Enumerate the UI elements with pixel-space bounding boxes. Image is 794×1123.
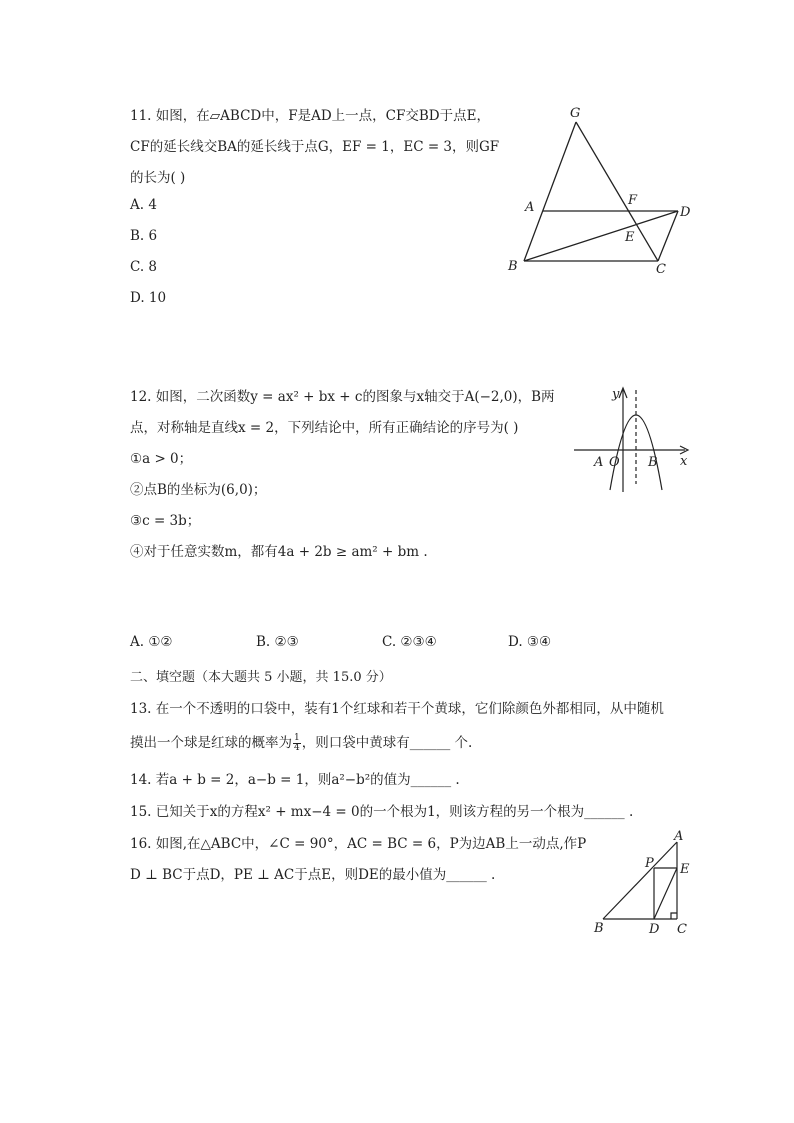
label-O: O [609, 455, 620, 470]
line-BD [524, 211, 678, 261]
segment-DE [654, 868, 677, 919]
q12-item-4: ④对于任意实数m，都有4a + 2b ≥ am² + bm . [130, 544, 428, 560]
label-G: G [570, 106, 581, 121]
q12-option-c: C. ②③④ [382, 634, 437, 650]
q12-line1: 12. 如图，二次函数y = ax² + bx + c的图象与x轴交于A(−2,0)，B两 [130, 389, 555, 405]
section-title: 二、填空题（本大题共 5 小题，共 15.0 分） [130, 670, 392, 685]
q13-line2-pre: 摸出一个球是红球的概率为 [130, 735, 292, 751]
label-D: D [649, 922, 660, 937]
label-A: A [594, 455, 604, 470]
q11-option-d: D. 10 [130, 290, 167, 306]
label-P: P [645, 856, 654, 871]
q14-text: 14. 若a + b = 2，a−b = 1，则a²−b²的值为______ . [130, 772, 460, 788]
q12-option-d: D. ③④ [508, 634, 552, 650]
label-F: F [628, 193, 638, 208]
side-AB [603, 842, 677, 919]
q15-text: 15. 已知关于x的方程x² + mx−4 = 0的一个根为1，则该方程的另一个根为______ . [130, 804, 634, 820]
q16-triangle-figure [588, 830, 698, 940]
q11-parallelogram-figure [500, 100, 700, 280]
label-B: B [648, 455, 658, 470]
q12-option-a: A. ①② [130, 634, 173, 650]
q13-line2 [130, 731, 472, 753]
q13-line1: 13. 在一个不透明的口袋中，装有1个红球和若干个黄球，它们除颜色外都相同，从中随机 [130, 701, 664, 717]
label-C: C [656, 262, 666, 277]
label-E: E [625, 230, 635, 245]
label-B: B [508, 259, 518, 274]
q13-line2-post: ，则口袋中黄球有______ 个. [301, 735, 473, 751]
label-x: x [680, 454, 688, 469]
q12-line2: 点，对称轴是直线x = 2，下列结论中，所有正确结论的序号为( ) [130, 420, 519, 436]
q11-option-c: C. 8 [130, 259, 158, 275]
label-B: B [594, 921, 604, 936]
q12-item-1: ①a > 0； [130, 451, 193, 467]
q12-option-b: B. ②③ [256, 634, 299, 650]
q13-frac-num: 1 [294, 733, 300, 743]
q11-option-b: B. 6 [130, 228, 158, 244]
q12-item-3: ③c = 3b； [130, 513, 201, 529]
q13-fraction [293, 734, 301, 753]
q16-line1: 16. 如图,在△ABC中，∠C = 90°，AC = BC = 6，P为边AB上一动点,作P [130, 836, 587, 852]
q16-line2: D ⊥ BC于点D，PE ⊥ AC于点E，则DE的最小值为______ . [130, 867, 496, 883]
q11-line1: 11. 如图，在▱ABCD中，F是AD上一点，CF交BD于点E， [130, 108, 490, 124]
q11-line3: 的长为( ) [130, 170, 186, 186]
line-DC [658, 211, 678, 261]
label-A: A [674, 829, 684, 844]
q11-line2: CF的延长线交BA的延长线于点G，EF = 1，EC = 3，则GF [130, 139, 500, 155]
label-D: D [680, 205, 691, 220]
label-C: C [677, 922, 687, 937]
label-A: A [525, 200, 535, 215]
q13-frac-den: 4 [294, 743, 300, 753]
label-y: y [612, 387, 620, 402]
line-GB [524, 122, 576, 261]
label-E: E [680, 862, 690, 877]
right-angle-mark [671, 913, 677, 919]
q12-item-2: ②点B的坐标为(6,0)； [130, 482, 267, 498]
q12-parabola-figure [570, 380, 700, 495]
q11-option-a: A. 4 [130, 197, 157, 213]
